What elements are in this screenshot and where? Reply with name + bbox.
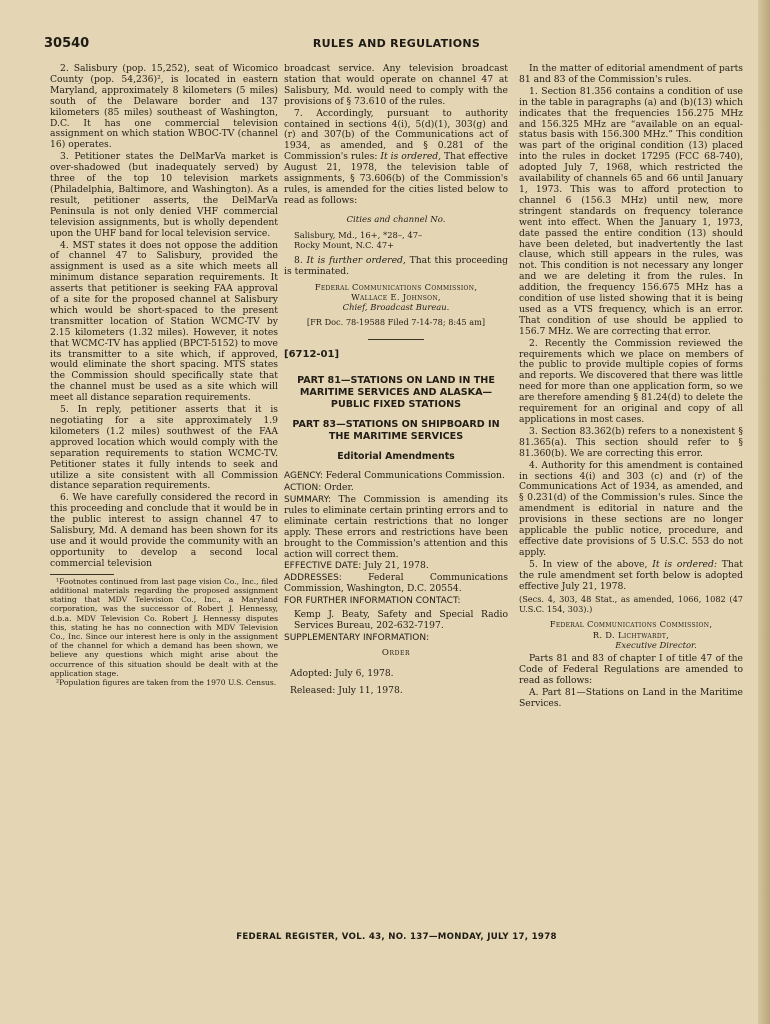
paragraph-7-text-end: That effective August 21, 1978, the television table of assignments, § 73.606(b) of the Commission's rules, is amended for the cities listed below to read as follows: <box>284 151 508 206</box>
column-1 <box>50 64 278 687</box>
paragraph-2: 2. Salisbury (pop. 15,252), seat of Wicomico County (pop. 54,236)², is located in eastern Maryland, approximately 8 kilometers (5 miles) south of the Delaware border and 137 kilometers (85 miles) southeast of Washington, D.C. It has one commercial television assignment on which station WBOC-TV (channel 16) operates. <box>50 63 278 151</box>
effective-date-text: July 21, 1978. <box>364 560 429 572</box>
addresses-label: ADDRESSES: <box>284 573 342 584</box>
order-heading: Order <box>381 647 411 658</box>
fr-doc-line: [FR Doc. 78-19588 Filed 7-14-78; 8:45 am] <box>306 316 486 327</box>
contact-label: FOR FURTHER INFORMATION CONTACT: <box>284 596 461 607</box>
agency-label: AGENCY: <box>284 471 323 482</box>
signature-organization: Federal Communications Commission, <box>314 281 478 292</box>
contact-section <box>284 596 508 607</box>
paragraph-8-number: 8. <box>294 255 303 267</box>
page-number: 30540 <box>44 36 90 51</box>
column-3 <box>519 64 743 710</box>
paragraph-3: 3. Section 83.362(b) refers to a nonexistent § 81.365(a). This section should refer to § 81.360(b). We are correcting this error. <box>519 425 743 459</box>
paragraph-2: 2. Recently the Commission reviewed the requirements which we place on members of the public to provide multiple copies of forms and reports. We discovered that there was little need for more than one application form, so we are therefore amending § 81.24(d) to delete the requirement for an original and copy of all applications in most cases. <box>519 337 743 425</box>
supplementary-section <box>284 633 508 644</box>
paragraph-3: 3. Petitioner states the DelMarVa market is over-shadowed (but inadequately served) by three of the top 10 television markets (Philadelphia, Baltimore, and Washington). As a result, petitioner asserts, the DelMarVa Peninsula is not only denied VHF commercial television assignments, but is wholly dependent upon the UHF band for local television service. <box>50 151 278 239</box>
effective-date-label: EFFECTIVE DATE: <box>284 561 362 572</box>
agency-text: Federal Communications Commission. <box>325 470 505 482</box>
effective-date-section <box>284 561 508 572</box>
addresses-section <box>284 573 508 595</box>
paragraph-5 <box>519 560 743 593</box>
paragraph-6: 6. We have carefully considered the record in this proceeding and conclude that it would be in the public interest to assign channel 47 to Salisbury, Md. A demand has been shown for its use and it would provide the community with an opportunity to develop a second local commercial television <box>50 492 278 569</box>
paragraph-7-emphasis: It is ordered, <box>380 151 442 163</box>
signature-block <box>284 282 508 313</box>
summary-label: SUMMARY: <box>284 495 331 506</box>
part-81-heading: PART 81—STATIONS ON LAND IN THE MARITIME SERVICES AND ALASKA—PUBLIC FIXED STATIONS <box>297 375 495 410</box>
running-title: RULES AND REGULATIONS <box>312 37 481 50</box>
action-label: ACTION: <box>284 483 322 494</box>
paragraph-7-text: 7. Accordingly, pursuant to authority contained in sections 4(i), 5(d)(1), 303(g) and (r) and 307(b) of the Communications act of 1934, as amended, and § 0.281 of the Commission's rules: <box>284 107 508 163</box>
released-date: Released: July 11, 1978. <box>290 684 403 696</box>
summary-text: The Commission is amending its rules to eliminate certain printing errors and to eliminate certain restrictions that no longer apply. These errors and restrictions have been brought to the Commission's attention and this action will correct them. <box>284 494 508 560</box>
statutory-citation: (Secs. 4, 303, 48 Stat., as amended, 1066, 1082 (47 U.S.C. 154, 303).) <box>519 593 743 615</box>
paragraph-8 <box>284 256 508 278</box>
signature-block <box>519 619 743 650</box>
paragraph-5-emphasis: It is ordered: <box>652 558 717 570</box>
table-heading: Cities and channel No. <box>346 214 446 225</box>
paragraph-5-text-end: That the rule amendment set forth below is adopted effective July 21, 1978. <box>519 558 743 592</box>
summary-section <box>284 495 508 560</box>
intro-paragraph: In the matter of editorial amendment of parts 81 and 83 of the Commission's rules. <box>519 63 743 85</box>
footnote-rule <box>50 574 114 575</box>
page-edge <box>758 0 770 1024</box>
paragraph-8-emphasis: It is further ordered, <box>306 255 406 267</box>
editorial-amendments-heading: Editorial Amendments <box>337 451 455 463</box>
footnote-2: ²Population figures are taken from the 1970 U.S. Census. <box>56 677 277 687</box>
paragraph-7 <box>284 109 508 207</box>
supplementary-label: SUPPLEMENTARY INFORMATION: <box>284 632 430 643</box>
adopted-date: Adopted: July 6, 1978. <box>290 667 394 679</box>
table-row: Rocky Mount, N.C. 47+ <box>294 239 395 250</box>
paragraph-5: 5. In reply, petitioner asserts that it is negotiating for a site approximately 1.9 kilometers (1.2 miles) southwest of the FAA approved location which would comply with the separation requirements to station WCMC-TV. Petitioner states it fully intends to seek and utilize a site consistent with all Commission distance separation requirements. <box>50 404 278 492</box>
page-header <box>44 36 749 56</box>
section-divider <box>368 339 424 340</box>
signature-title: Chief, Broadcast Bureau. <box>342 302 450 313</box>
part-83-heading: PART 83—STATIONS ON SHIPBOARD IN THE MARITIME SERVICES <box>292 419 500 442</box>
signature-organization: Federal Communications Commission, <box>549 619 713 630</box>
page-footer: FEDERAL REGISTER, VOL. 43, NO. 137—MONDAY, JULY 17, 1978 <box>236 932 557 942</box>
paragraph-8-text: That this proceeding is terminated. <box>284 255 509 277</box>
contact-text: Kemp J. Beaty, Safety and Special Radio Services Bureau, 202-632-7197. <box>294 609 508 631</box>
footnote-1: ¹Footnotes continued from last page vision Co., Inc., filed additional materials regarding the proposed assignment stating that MDV Television Co., Inc., a Maryland corporation, was the successor of Robert J. Hennessy, d.b.a. MDV Television Co. Robert J. Hennessy disputes this, stating he has no connection with MDV Television Co., Inc. Since our interest here is only in the assignment of the channel for which a demand has been shown, we believe any questions which might arise about the occurrence of this situation should be dealt with at the application stage. <box>50 576 278 678</box>
paragraph-6-continued: broadcast service. Any television broadcast station that would operate on channel 47 at Salisbury, Md. would need to comply with the provisions of § 73.610 of the rules. <box>284 63 508 107</box>
paragraph-4: 4. Authority for this amendment is contained in sections 4(i) and 303 (c) and (r) of the Communications Act of 1934, as amended, and § 0.231(d) of the Commission's rules. Since the amendment is editorial in nature and the provisions in these sections are no longer applicable the public notice, procedure, and effective date provisions of 5 U.S.C. 553 do not apply. <box>519 459 743 558</box>
paragraph-5-text: 5. In view of the above, <box>529 558 648 570</box>
docket-number: [6712-01] <box>284 349 340 361</box>
signature-name: R. D. Lichtwardt, <box>592 629 670 640</box>
signature-name: Wallace E. Johnson, <box>351 292 441 303</box>
table-row: Salisbury, Md., 16+, *28–, 47– <box>294 229 423 240</box>
closing-part-a: A. Part 81—Stations on Land in the Maritime Services. <box>519 686 743 709</box>
paragraph-4: 4. MST states it does not oppose the addition of channel 47 to Salisbury, provided the assignment is used as a site which meets all minimum distance separation requirements. It asserts that petitioner is seeking FAA approval of a site for the proposed channel at Salisbury which would be short-spaced to the present transmitter location of Station WCMC-TV by 2.15 kilometers (1.32 miles). However, it notes that WCMC-TV has applied (BPCT-5152) to move its transmitter to a site which, if approved, would eliminate the short spacing. MTS states the Commission should specifically state that the channel must be used as a site which will meet all distance separation requirements. <box>50 239 278 404</box>
paragraph-1: 1. Section 81.356 contains a condition of use in the table in paragraphs (a) and (b)(13) which indicates that the frequencies 156.275 MHz and 156.325 MHz are “available on an equal-status basis with 156.300 MHz.” This condition was part of the original condition (13) placed into the rules in docket 17295 (FCC 68-740), adopted July 7, 1968, which restricted the availability of channels 65 and 66 until January 1, 1973. This was to afford protection to channel 6 (156.3 MHz) until new, more stringent standards on frequency tolerance went into effect. When the January 1, 1973, date passed the entire condition (13) should have been deleted, but inadvertently the last clause, which still appears in the rules, was not. This condition is not necessary any longer and we are deleting it from the rules. In addition, the frequency 156.675 MHz has a condition of use listed showing that it is being used as a VTS frequency, which is an error. That condition of use should be applied to 156.7 MHz. We are correcting that error. <box>519 85 743 337</box>
addresses-text: Federal Communications Commission, Washington, D.C. 20554. <box>284 572 508 595</box>
action-section <box>284 483 508 494</box>
closing-paragraph: Parts 81 and 83 of chapter I of title 47 of the Code of Federal Regulations are amended to read as follows: <box>519 652 743 686</box>
column-2 <box>284 64 508 698</box>
action-text: Order. <box>324 482 354 494</box>
agency-section <box>284 471 508 482</box>
signature-title: Executive Director. <box>615 639 697 650</box>
